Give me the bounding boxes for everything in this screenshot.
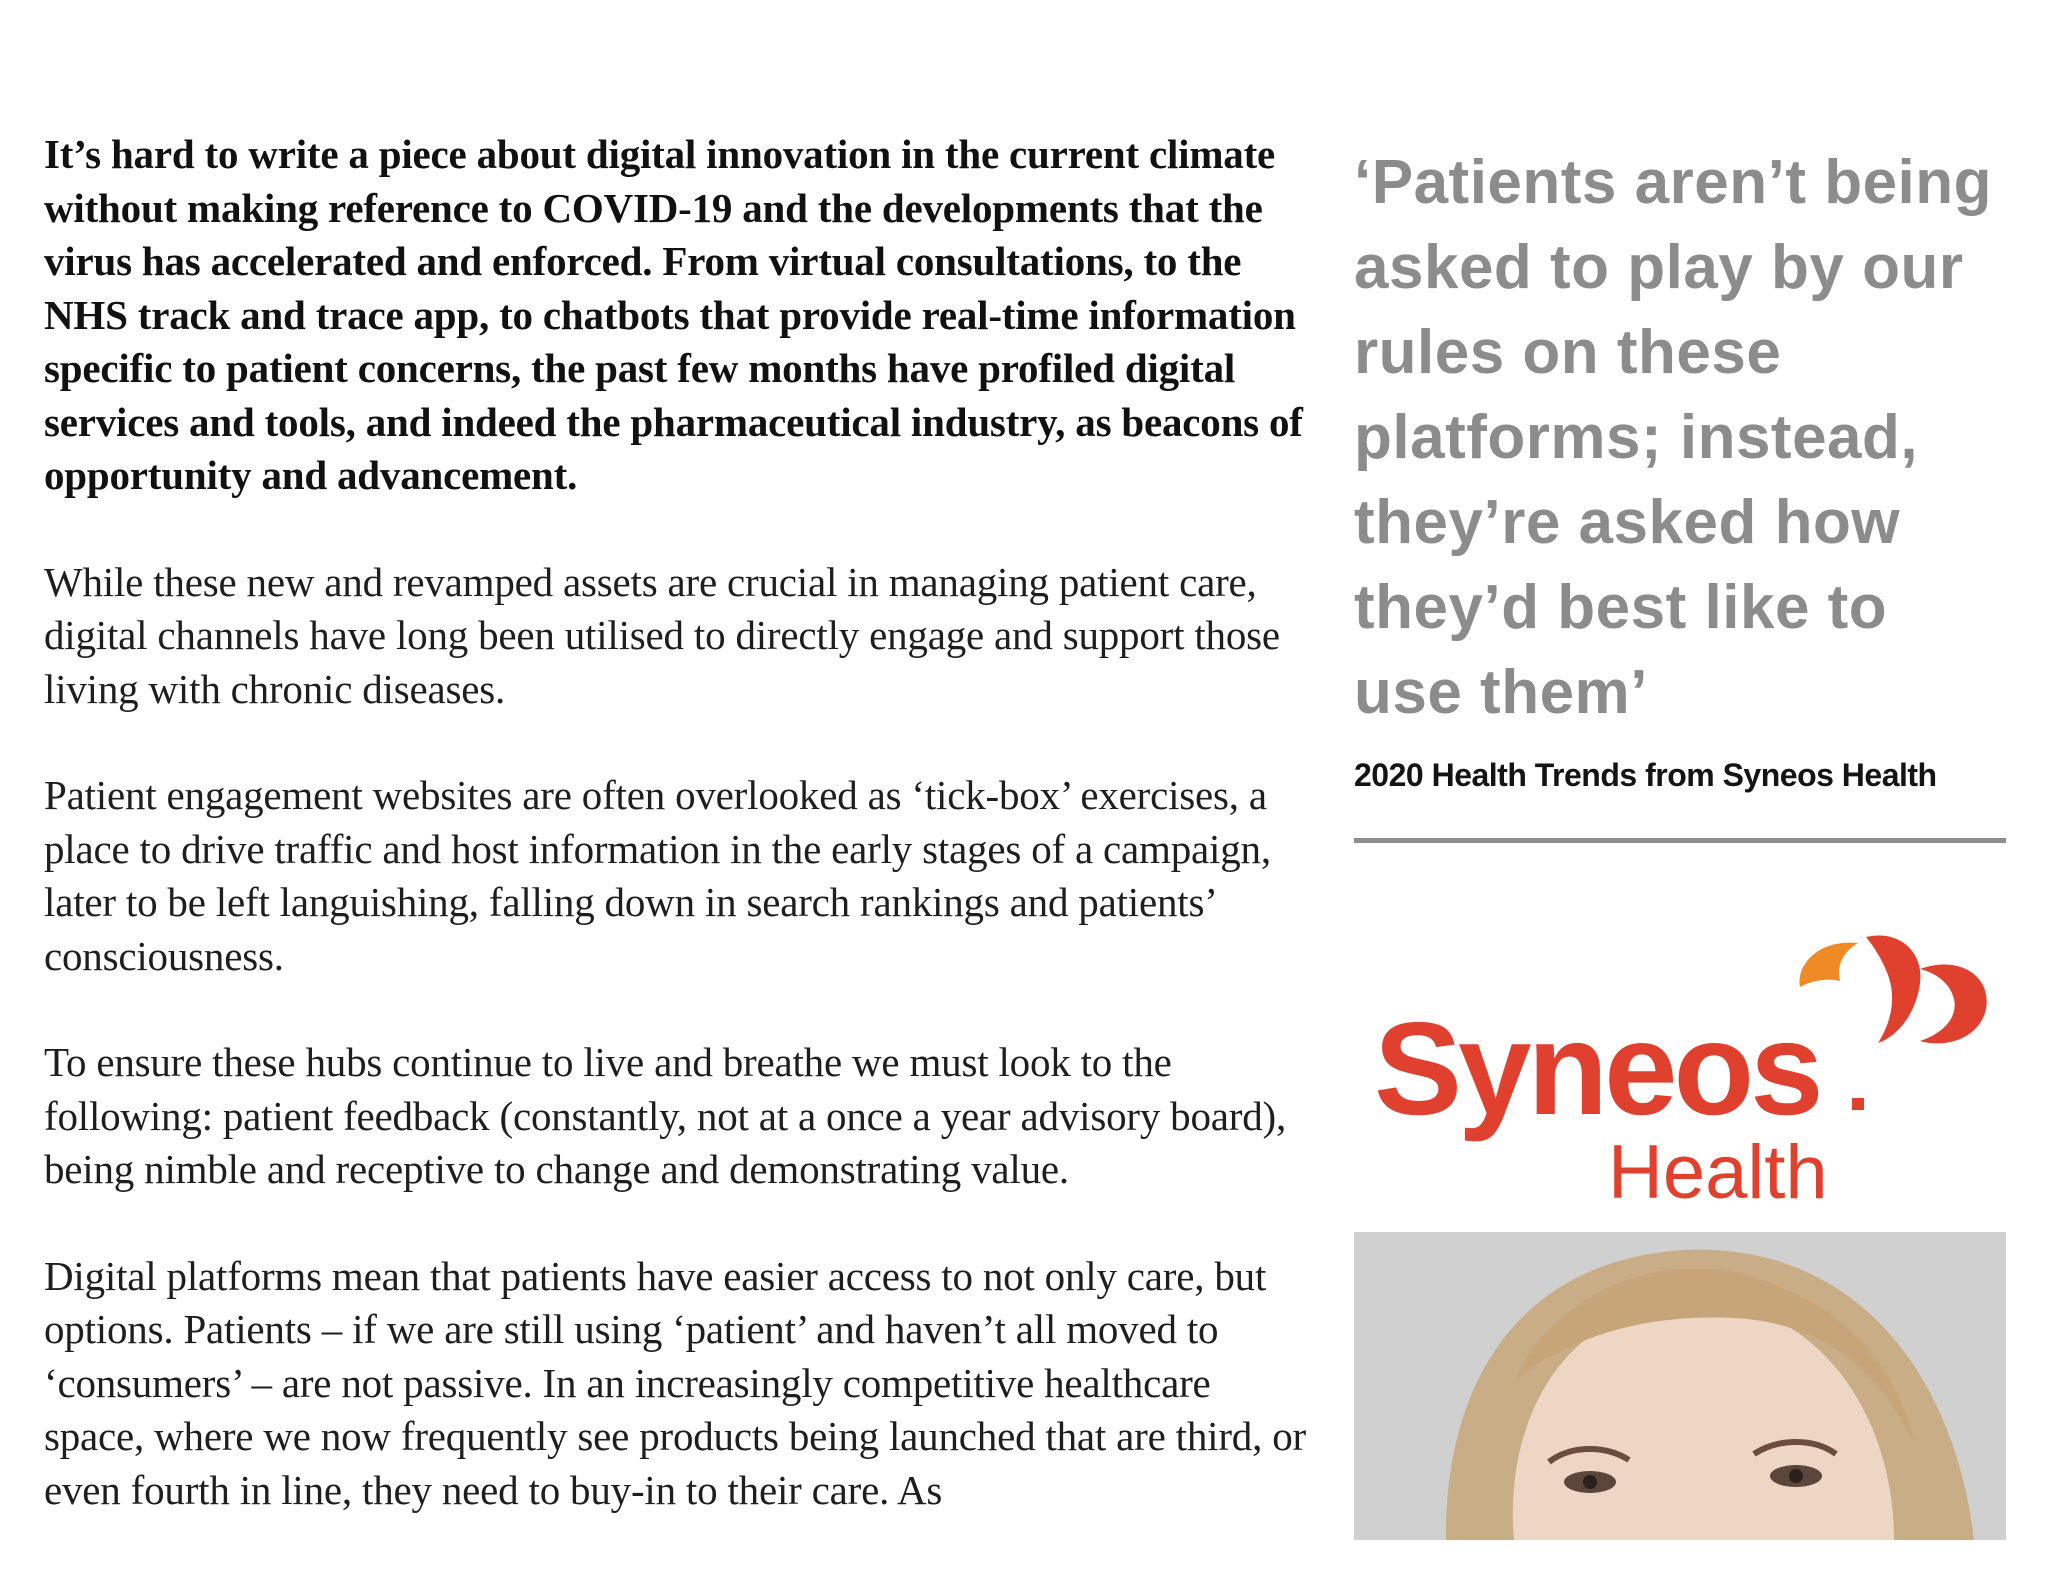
syneos-health-logo [1370, 925, 1990, 1215]
pull-quote: ‘Patients aren’t being asked to play by our rules on these platforms; instead, they’re asked how they’d best like to use them’ [1354, 148, 1993, 727]
article-body [44, 128, 1314, 1570]
portrait-illustration [1354, 1232, 2006, 1540]
portrait-photo [1354, 1232, 2006, 1540]
article-paragraph: Patient engagement websites are often overlooked as ‘tick-box’ exercises, a place to drive traffic and host information in the early stages of a campaign, later to be left languishing, falling down in search rankings and patients’ consciousness. [44, 772, 1271, 979]
logo-wordmark: Syneos [1374, 995, 1820, 1142]
quote-credit: 2020 Health Trends from Syneos Health [1354, 757, 1937, 793]
article-paragraph: To ensure these hubs continue to live and breathe we must look to the following: patient feedback (constantly, not at a once a year advisory board), being nimble and receptive to change and demonstrating value. [44, 1039, 1287, 1192]
pull-quote-panel [1354, 140, 2004, 794]
logo-subtitle: Health [1608, 1130, 1828, 1215]
article-paragraph: Digital platforms mean that patients have easier access to not only care, but options. Patients – if we are still using ‘patient’ and haven’t all moved to ‘consumers’ – are not passive. In an increasingly competitive healthcare space, where we now frequently see products being launched that are third, or even fourth in line, they need to buy-in to their care. As [44, 1252, 1306, 1513]
article-lead-paragraph: It’s hard to write a piece about digital innovation in the current climate without making reference to COVID-19 and the developments that the virus has accelerated and enforced. From virtual consultations, to the NHS track and trace app, to chatbots that provide real-time information specific to patient concerns, the past few months have profiled digital services and tools, and indeed the pharmaceutical industry, as beacons of opportunity and advancement. [44, 131, 1303, 498]
logo-dot [1852, 1098, 1864, 1110]
article-paragraph: While these new and revamped assets are crucial in managing patient care, digital channels have long been utilised to directly engage and support those living with chronic diseases. [44, 558, 1280, 712]
divider-rule [1354, 838, 2006, 843]
